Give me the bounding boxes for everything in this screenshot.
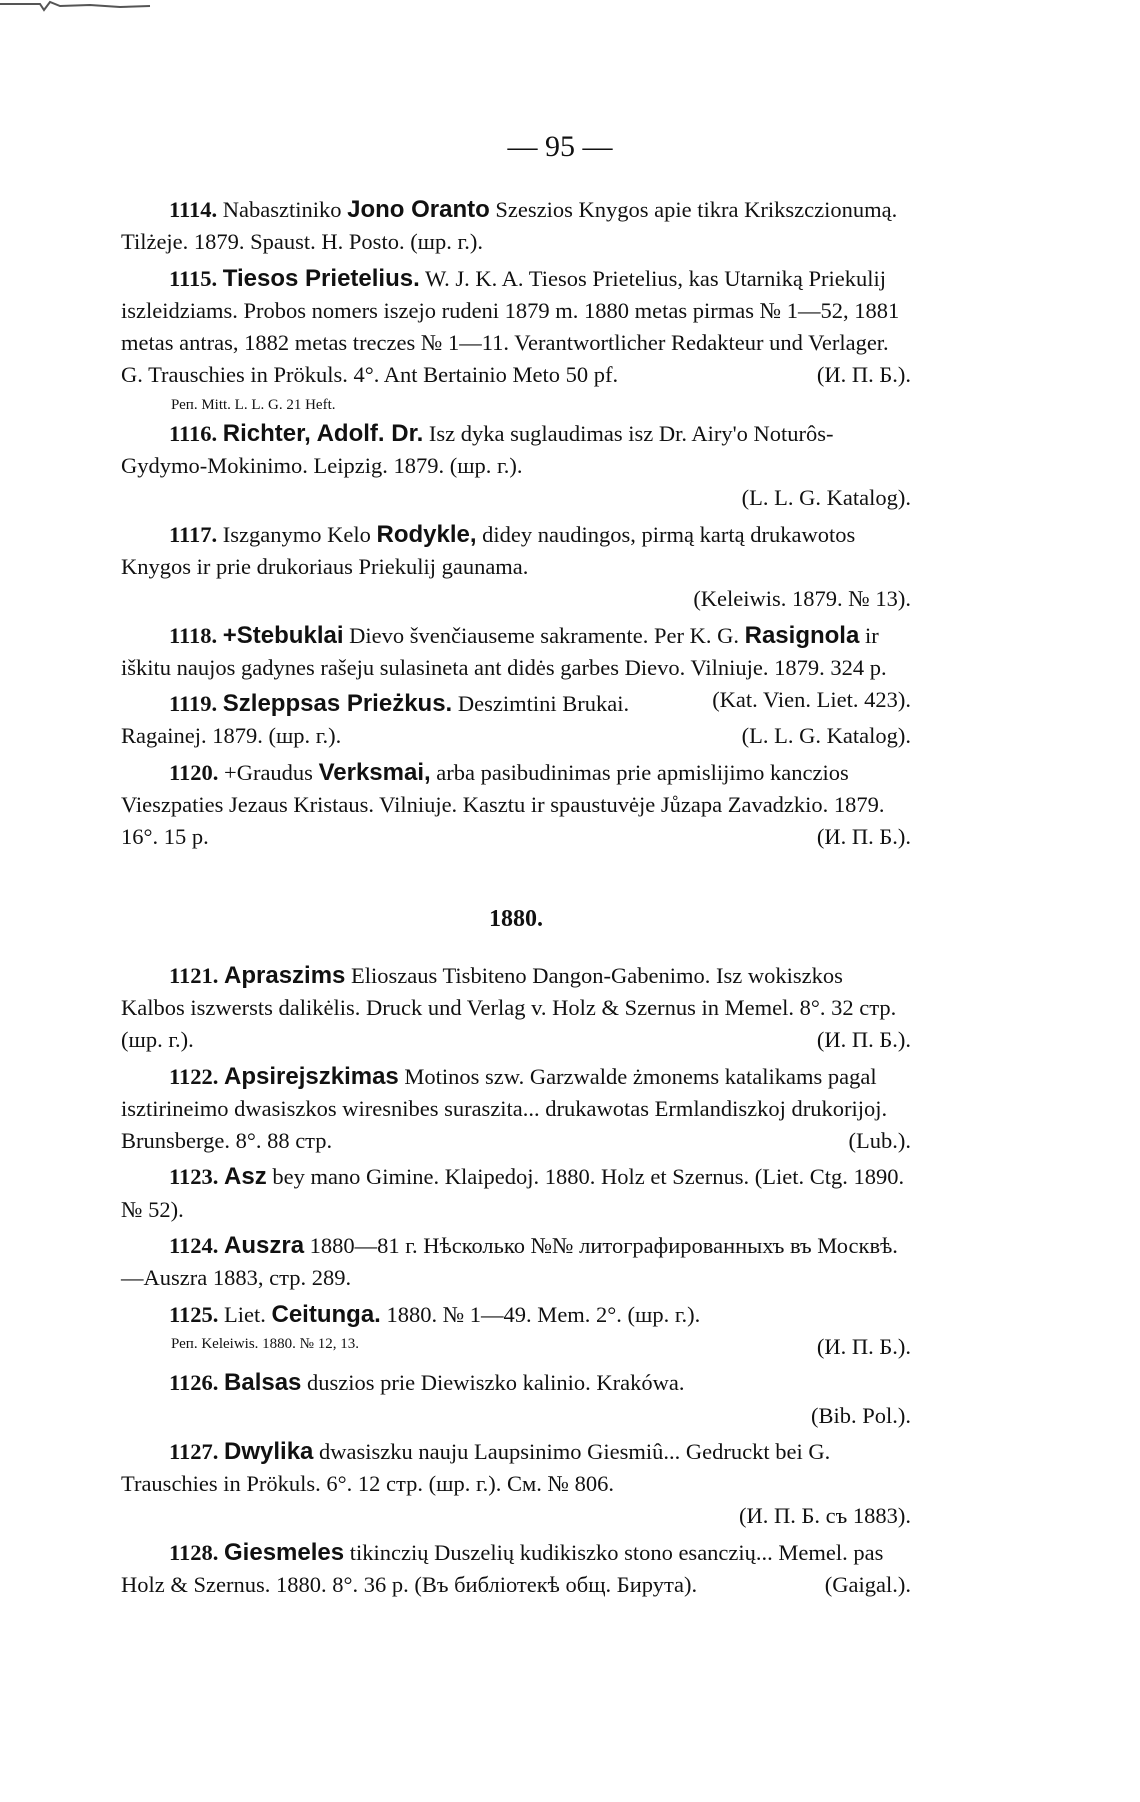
entry-source: (И. П. Б. съ 1883). xyxy=(738,1503,911,1529)
entry-1128 xyxy=(121,1537,911,1602)
entry-number: 1127. xyxy=(169,1438,219,1464)
entry-1124 xyxy=(121,1230,911,1295)
entry-heading: Ceitunga. xyxy=(271,1300,381,1328)
entry-1114 xyxy=(121,194,911,259)
entry-number: 1115. xyxy=(169,265,218,291)
entry-source: (Lub.). xyxy=(848,1128,911,1154)
entry-number: 1116. xyxy=(169,420,218,446)
entry-text: duszios prie Diewiszko kalinio. Krakówa. xyxy=(307,1370,685,1396)
entry-text: W. J. K. A. Tiesos Prietelius, kas Utarniką Priekulij iszleidziams. Probos nomers iszejo rudeni 1879 m. 1880 metas pirmas № 1—52, 1881 metas antras, 1882 metas treczes № 1—11. Verantwortlicher Redakteur und Verlager. G. Trauschies in Prökuls. 4°. Ant Bertainio Meto 50 pf. xyxy=(121,265,900,388)
entry-text: Iszganymo Kelo xyxy=(222,521,371,547)
entry-heading: Auszra xyxy=(224,1232,305,1260)
entry-source: (L. L. G. Katalog). xyxy=(741,723,911,749)
entry-1115 xyxy=(121,263,911,392)
review-text: Реп. Keleiwis. 1880. № 12, 13. xyxy=(171,1335,359,1352)
entry-text: 1880—81 г. Нѣсколько №№ литографированныхъ въ Москвѣ.—Auszra 1883, стр. 289. xyxy=(121,1233,898,1291)
entry-number: 1121. xyxy=(169,962,219,988)
entry-text: bey mano Gimine. Klaipedoj. 1880. Holz et Szernus. (Liet. Ctg. 1890. № 52). xyxy=(121,1164,905,1222)
entry-text: Dievo švenčiauseme sakramente. Per K. G. xyxy=(349,622,739,648)
entry-source: (И. П. Б.). xyxy=(816,1027,911,1053)
entry-heading: Richter, Adolf. Dr. xyxy=(222,419,424,447)
entry-source: (Bib. Pol.). xyxy=(810,1402,911,1428)
entry-text: arba pasibudinimas prie apmislijimo kanczios Vieszpaties Jezaus Kristaus. Vilniuje. Kasztu ir spaustuvėje Jůzapa Zavadzkio. 1879. 16°. 15 p. xyxy=(121,759,885,850)
page-number: — 95 — xyxy=(507,130,613,163)
entry-heading: Balsas xyxy=(224,1369,302,1397)
entry-number: 1117. xyxy=(169,521,218,547)
entry-text: dwasiszku nauju Laupsinimo Giesmiû... Gedruckt bei G. Trauschies in Prökuls. 6°. 12 стр. (шр. г.). См. № 806. xyxy=(121,1438,831,1497)
entry-heading: Szleppsas Prieżkus. xyxy=(222,690,453,718)
entry-number: 1118. xyxy=(169,622,218,648)
entry-text: didey naudingos, pirmą kartą drukawotos Knygos ir prie drukoriaus Priekulij gaunama. xyxy=(121,521,856,579)
entry-text: Deszimtini Brukai. Ragainej. 1879. (шр. г.). xyxy=(121,691,630,749)
entry-number: 1125. xyxy=(169,1301,219,1327)
entry-1120 xyxy=(121,757,911,854)
entry-heading-2: Rasignola xyxy=(744,621,860,649)
entry-source: (И. П. Б.). xyxy=(816,824,911,850)
entry-text: Elioszaus Tisbiteno Dangon-Gabenimo. Isz wokiszkos Kalbos iszwersts dalikėlis. Druck und Verlag v. Holz & Szernus in Memel. 8°. 32 стр. (шр. г.). xyxy=(121,962,897,1053)
entry-heading: Apraszims xyxy=(224,961,346,989)
entry-heading: Apsirejszkimas xyxy=(224,1062,399,1090)
entry-heading: Dwylika xyxy=(224,1437,314,1465)
entry-1121 xyxy=(121,960,911,1057)
entry-number: 1114. xyxy=(169,197,218,222)
entry-number: 1126. xyxy=(169,1370,219,1396)
entry-text: Motinos szw. Garzwalde żmonems katalikams pagal isztirineimo dwasiszkos wiresnibes suraszita... drukawotas Ermlandiszkoj drukorijoj. Brunsberge. 8°. 88 стр. xyxy=(121,1063,888,1154)
entry-1116 xyxy=(121,418,911,483)
entry-source: (Kat. Vien. Liet. 423). xyxy=(712,687,911,713)
review-text: Реп. Mitt. L. L. G. 21 Heft. xyxy=(171,396,336,413)
entry-1123 xyxy=(121,1161,911,1226)
entry-heading: Jono Oranto xyxy=(347,196,490,223)
entry-heading: Tiesos Prietelius. xyxy=(222,264,420,292)
scan-corner-artifact xyxy=(0,0,180,14)
entry-text-2: ir iškitu naujos gadynes rašeju sulasineta ant didės garbes Dievo. Vilniuje. 1879. 324 p. xyxy=(121,622,887,680)
entry-source: (И. П. Б.). xyxy=(816,362,911,388)
entry-heading: +Stebuklai xyxy=(222,621,344,649)
section-year-heading: 1880. xyxy=(489,905,543,932)
entry-review-row xyxy=(121,1331,911,1363)
entry-1122 xyxy=(121,1061,911,1158)
entry-source: (И. П. Б.). xyxy=(816,1333,911,1359)
entry-number: 1123. xyxy=(169,1164,219,1190)
entry-source: (L. L. G. Katalog). xyxy=(741,485,911,511)
entry-text: 1880. № 1—49. Mem. 2°. (шр. г.). xyxy=(386,1301,701,1327)
entry-1125 xyxy=(121,1299,911,1331)
entry-heading: Rodykle, xyxy=(376,520,477,548)
entry-review-note xyxy=(121,392,911,418)
entry-text: Nabasztiniko xyxy=(222,197,342,222)
entry-text: Szeszios Knygos apie tikra Krikszczionumą. Tilżeje. 1879. Spaust. H. Posto. (шр. г.). xyxy=(121,197,898,255)
entry-text: Liet. xyxy=(224,1301,266,1327)
entry-1126 xyxy=(121,1367,911,1399)
entry-text: tikinczių Duszelių kudikiszko stono esanczių... Memel. pas Holz & Szernus. 1880. 8°. 36 p. (Въ библіотекѣ общ. Бирута). xyxy=(121,1539,884,1597)
entry-heading: Verksmai, xyxy=(318,758,431,786)
entry-1117 xyxy=(121,519,911,584)
entry-number: 1122. xyxy=(169,1063,219,1089)
entry-number: 1128. xyxy=(169,1539,219,1565)
entry-heading: Giesmeles xyxy=(224,1538,345,1566)
bibliography-list xyxy=(121,194,911,1601)
entry-number: 1124. xyxy=(169,1233,219,1259)
entry-number: 1120. xyxy=(169,759,219,785)
entry-text: Isz dyka suglaudimas isz Dr. Airy'o Noturôs-Gydymo-Mokinimo. Leipzig. 1879. (шр. г.). xyxy=(121,420,834,479)
entry-1127 xyxy=(121,1436,911,1501)
entry-source: (Gaigal.). xyxy=(824,1571,911,1597)
entry-heading: Asz xyxy=(224,1163,267,1191)
entry-number: 1119. xyxy=(169,691,218,717)
entry-source: (Keleiwis. 1879. № 13). xyxy=(693,586,911,612)
entry-text: +Graudus xyxy=(224,759,313,785)
